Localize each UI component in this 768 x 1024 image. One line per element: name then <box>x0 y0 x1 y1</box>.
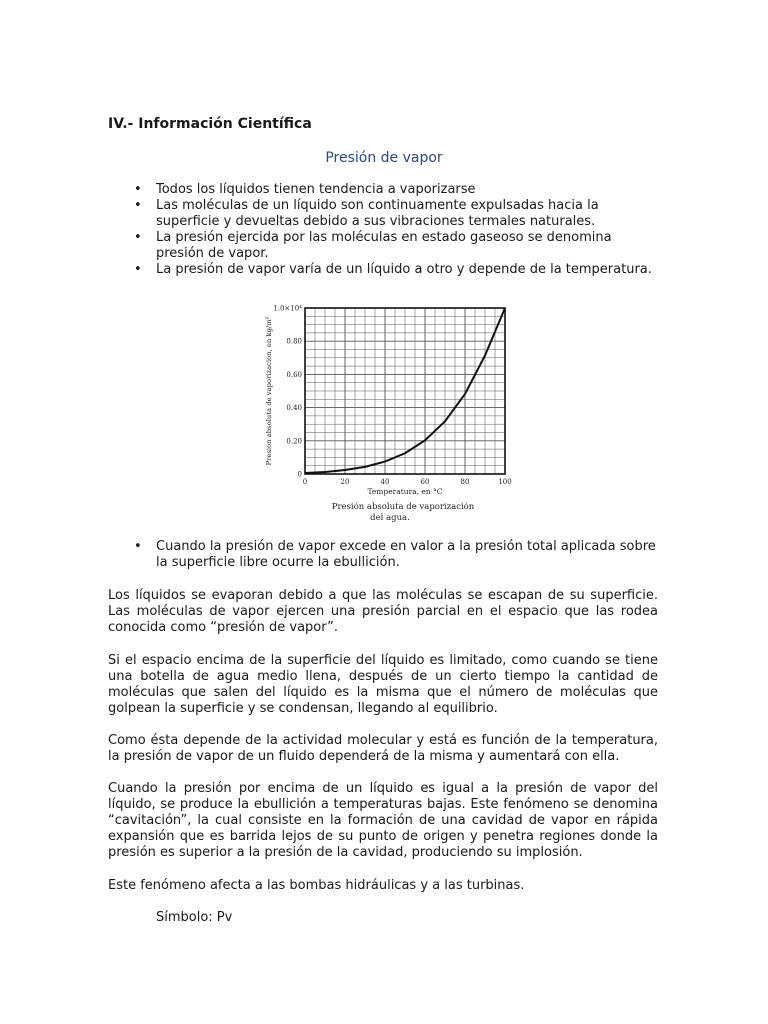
y-tick-label: 1.0×10⁴ <box>273 304 302 313</box>
paragraph-equilibrium: Si el espacio encima de la superficie del líquido es limitado, como cuando se tiene una botella de agua medio llena, después de un cierto tiempo la cantidad de moléculas que salen del líquido es la misma que el número de moléculas que golpean la superficie y se condensan, llegando al equilibrio. <box>108 653 658 716</box>
vapor-pressure-figure <box>255 300 525 535</box>
vapor-pressure-chart <box>255 300 525 535</box>
bullet-item: • Las moléculas de un líquido son continuamente expulsadas hacia la superficie y devueltas debido a sus vibraciones termales naturales. <box>132 198 660 230</box>
symbol-line: Símbolo: Pv <box>156 910 233 925</box>
y-axis-label: Presión absoluta de vaporización, en kg/m² <box>265 316 273 466</box>
x-tick-label: 60 <box>420 478 430 486</box>
x-tick-label: 0 <box>302 478 308 486</box>
bullet-list-top <box>132 182 660 278</box>
x-tick-label: 80 <box>460 478 470 486</box>
paragraph-turbines: Este fenómeno afecta a las bombas hidráulicas y a las turbinas. <box>108 878 525 893</box>
y-tick-label: 0 <box>297 470 302 479</box>
x-tick-label: 40 <box>380 478 390 486</box>
paragraph-evaporation: Los líquidos se evaporan debido a que las moléculas se escapan de su superficie. Las moléculas de vapor ejercen una presión parcial en el espacio que las rodea conocida como “presión de vapor”. <box>108 588 658 635</box>
x-axis-label: Temperatura, en °C <box>367 487 443 496</box>
y-tick-label: 0.60 <box>286 370 302 379</box>
y-tick-label: 0.40 <box>286 404 302 413</box>
paragraph-cavitation: Cuando la presión por encima de un líquido es igual a la presión de vapor del líquido, se produce la ebullición a temperaturas bajas. Este fenómeno se denomina “cavitación”, la cual consiste en la formación de una cavidad de vapor en rápida expansión que es barrida lejos de su punto de origen y penetra regiones donde la presión es superior a la presión de la cavidad, produciendo su implosión. <box>108 781 658 860</box>
bullet-item: • Todos los líquidos tienen tendencia a vaporizarse <box>132 182 660 198</box>
y-tick-label: 0.20 <box>286 437 302 446</box>
figure-caption-line2: del agua. <box>370 513 410 523</box>
section-heading: IV.- Información Científica <box>108 116 312 132</box>
paragraph-temperature: Como ésta depende de la actividad molecular y está es función de la temperatura, la presión de vapor de un fluido dependerá de la misma y aumentará con ella. <box>108 733 658 764</box>
bullet-list-bottom <box>132 539 660 571</box>
bullet-item: • Cuando la presión de vapor excede en valor a la presión total aplicada sobre la superficie libre ocurre la ebullición. <box>132 539 660 571</box>
figure-caption-line1: Presión absoluta de vaporización <box>331 502 475 512</box>
y-tick-label: 0.80 <box>286 337 302 346</box>
page-title: Presión de vapor <box>325 150 443 166</box>
x-tick-label: 20 <box>340 478 350 486</box>
x-tick-label: 100 <box>498 478 512 486</box>
bullet-item: • La presión de vapor varía de un líquido a otro y depende de la temperatura. <box>132 262 660 278</box>
bullet-item: • La presión ejercida por las moléculas en estado gaseoso se denomina presión de vapor. <box>132 230 660 262</box>
